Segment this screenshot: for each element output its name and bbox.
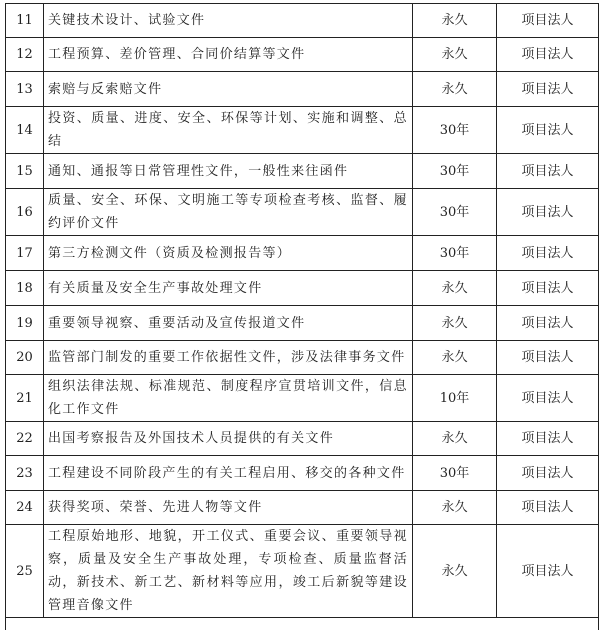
row-owner: 项目法人 — [497, 491, 599, 525]
row-content: 重要领导视察、重要活动及宣传报道文件 — [44, 306, 413, 341]
row-number: 25 — [6, 525, 44, 618]
row-retention-period: 永久 — [413, 38, 497, 72]
row-content: 获得奖项、荣誉、先进人物等文件 — [44, 491, 413, 525]
row-number: 24 — [6, 491, 44, 525]
row-retention-period: 永久 — [413, 4, 497, 38]
row-content: 通知、通报等日常管理性文件，一般性来往函件 — [44, 154, 413, 189]
table-row — [6, 422, 599, 456]
row-owner: 项目法人 — [497, 189, 599, 236]
row-content: 工程预算、差价管理、合同价结算等文件 — [44, 38, 413, 72]
row-retention-period: 永久 — [413, 72, 497, 107]
row-retention-period: 永久 — [413, 525, 497, 618]
row-retention-period: 30年 — [413, 154, 497, 189]
row-number: 21 — [6, 375, 44, 422]
table-row — [6, 491, 599, 525]
row-number: 11 — [6, 4, 44, 38]
row-owner: 项目法人 — [497, 271, 599, 306]
row-number: 23 — [6, 456, 44, 491]
row-content: 组织法律法规、标准规范、制度程序宣贯培训文件，信息化工作文件 — [44, 375, 413, 422]
table-row — [6, 525, 599, 618]
row-owner: 项目法人 — [497, 306, 599, 341]
row-owner: 项目法人 — [497, 375, 599, 422]
table-row — [6, 107, 599, 154]
empty-cell — [6, 618, 599, 630]
table-row — [6, 341, 599, 375]
row-number: 16 — [6, 189, 44, 236]
row-owner: 项目法人 — [497, 4, 599, 38]
row-number: 15 — [6, 154, 44, 189]
row-content: 质量、安全、环保、文明施工等专项检查考核、监督、履约评价文件 — [44, 189, 413, 236]
row-content: 监管部门制发的重要工作依据性文件，涉及法律事务文件 — [44, 341, 413, 375]
table-row — [6, 456, 599, 491]
row-number: 14 — [6, 107, 44, 154]
row-owner: 项目法人 — [497, 525, 599, 618]
row-retention-period: 永久 — [413, 271, 497, 306]
row-content: 出国考察报告及外国技术人员提供的有关文件 — [44, 422, 413, 456]
row-retention-period: 永久 — [413, 306, 497, 341]
row-retention-period: 永久 — [413, 491, 497, 525]
row-owner: 项目法人 — [497, 341, 599, 375]
table-row — [6, 72, 599, 107]
row-owner: 项目法人 — [497, 456, 599, 491]
row-owner: 项目法人 — [497, 72, 599, 107]
row-owner: 项目法人 — [497, 38, 599, 72]
row-content: 索赔与反索赔文件 — [44, 72, 413, 107]
row-number: 12 — [6, 38, 44, 72]
row-number: 22 — [6, 422, 44, 456]
row-owner: 项目法人 — [497, 154, 599, 189]
row-number: 13 — [6, 72, 44, 107]
row-content: 第三方检测文件（资质及检测报告等） — [44, 236, 413, 271]
row-number: 18 — [6, 271, 44, 306]
row-retention-period: 30年 — [413, 189, 497, 236]
row-owner: 项目法人 — [497, 236, 599, 271]
table-row — [6, 271, 599, 306]
row-retention-period: 30年 — [413, 107, 497, 154]
row-owner: 项目法人 — [497, 422, 599, 456]
table-row — [6, 38, 599, 72]
table-row — [6, 375, 599, 422]
table-row — [6, 4, 599, 38]
row-number: 20 — [6, 341, 44, 375]
row-retention-period: 30年 — [413, 456, 497, 491]
row-number: 17 — [6, 236, 44, 271]
row-retention-period: 永久 — [413, 341, 497, 375]
row-retention-period: 10年 — [413, 375, 497, 422]
table-row — [6, 236, 599, 271]
row-content: 工程原始地形、地貌，开工仪式、重要会议、重要领导视察，质量及安全生产事故处理，专项检查、质量监督活动，新技术、新工艺、新材料等应用，竣工后新貌等建设管理音像文件 — [44, 525, 413, 618]
row-number: 19 — [6, 306, 44, 341]
table-row — [6, 189, 599, 236]
row-retention-period: 30年 — [413, 236, 497, 271]
row-content: 有关质量及安全生产事故处理文件 — [44, 271, 413, 306]
row-content: 关键技术设计、试验文件 — [44, 4, 413, 38]
row-content: 投资、质量、进度、安全、环保等计划、实施和调整、总结 — [44, 107, 413, 154]
table-row-continuation — [6, 618, 599, 630]
table-row — [6, 306, 599, 341]
table-row — [6, 154, 599, 189]
row-content: 工程建设不同阶段产生的有关工程启用、移交的各种文件 — [44, 456, 413, 491]
archive-retention-table — [5, 3, 599, 630]
row-owner: 项目法人 — [497, 107, 599, 154]
row-retention-period: 永久 — [413, 422, 497, 456]
